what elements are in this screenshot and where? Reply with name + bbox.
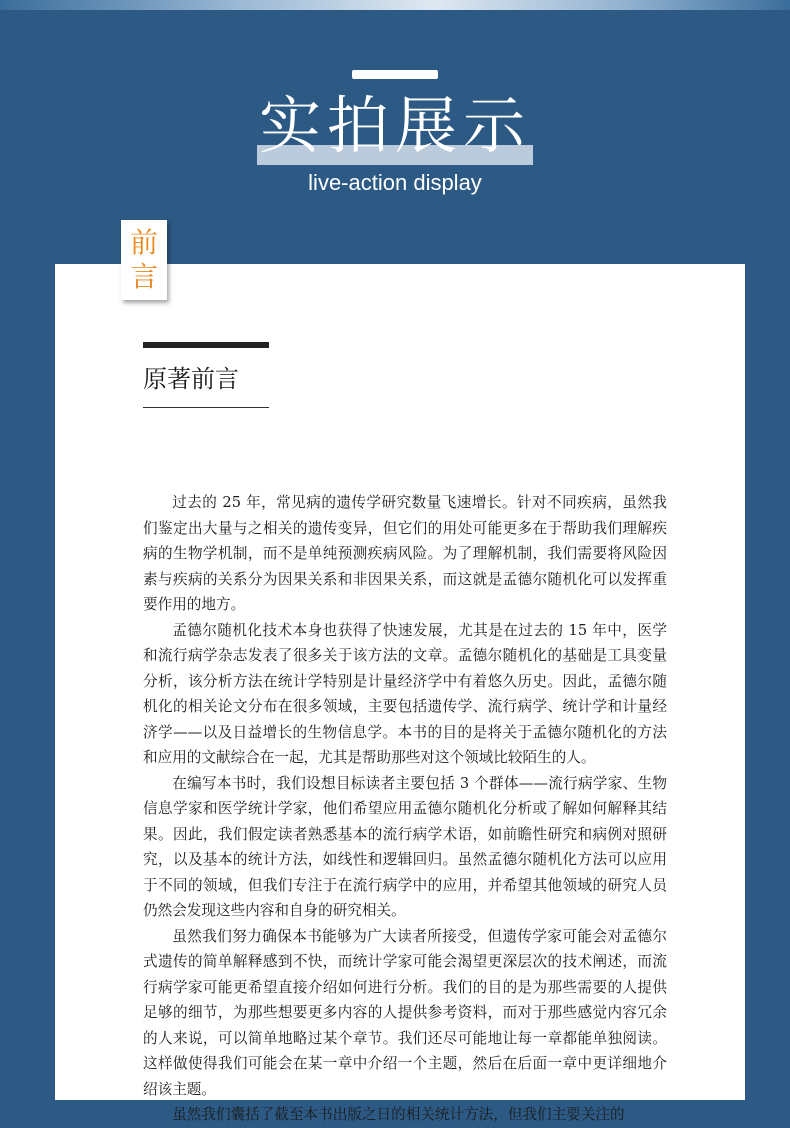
page-title: 实拍展示 bbox=[258, 89, 531, 162]
preface-tab bbox=[121, 220, 167, 300]
top-banner-strip bbox=[0, 0, 790, 10]
header-accent-bar bbox=[352, 70, 438, 79]
section-rule-top bbox=[143, 342, 269, 348]
paragraph: 过去的 25 年，常见病的遗传学研究数量飞速增长。针对不同疾病，虽然我们鉴定出大量与之相关的遗传变异，但它们的用处可能更多在于帮助我们理解疾病的生物学机制，而不是单纯预测疾病风险。为了理解机制，我们需要将风险因素与疾病的关系分为因果关系和非因果关系，而这就是孟德尔随机化可以发挥重要作用的地方。 bbox=[143, 494, 667, 613]
preface-tab-char: 前 bbox=[129, 226, 158, 259]
paragraph: 在编写本书时，我们设想目标读者主要包括 3 个群体——流行病学家、生物信息学家和医学统计学家，他们希望应用孟德尔随机化分析或了解如何解释其结果。因此，我们假定读者熟悉基本的流行病学术语，如前瞻性研究和病例对照研究，以及基本的统计方法，如线性和逻辑回归。虽然孟德尔随机化方法可以应用于不同的领域，但我们专注于在流行病学中的应用，并希望其他领域的研究人员仍然会发现这些内容和自身的研究相关。 bbox=[143, 774, 667, 919]
section-rule-bottom bbox=[143, 407, 269, 408]
paragraph: 虽然我们努力确保本书能够为广大读者所接受，但遗传学家可能会对孟德尔式遗传的简单解释感到不快，而统计学家可能会渴望更深层次的技术阐述，而流行病学家可能更希望直接介绍如何进行分析。我们的目的是为那些需要的人提供足够的细节，为那些想要更多内容的人提供参考资料，而对于那些感觉内容冗余的人来说，可以简单地略过某个章节。我们还尽可能地让每一章都能单独阅读。这样做使得我们可能会在某一章中介绍一个主题，然后在后面一章中更详细地介绍该主题。 bbox=[143, 927, 667, 1098]
paragraph: 孟德尔随机化技术本身也获得了快速发展，尤其是在过去的 15 年中，医学和流行病学杂志发表了很多关于该方法的文章。孟德尔随机化的基础是工具变量分析，该分析方法在统计学特别是计量经济学中有着悠久历史。因此，孟德尔随机化的相关论文分布在很多领域，主要包括遗传学、流行病学、统计学和计量经济学——以及日益增长的生物信息学。本书的目的是将关于孟德尔随机化的方法和应用的文献综合在一起，尤其是帮助那些对这个领域比较陌生的人。 bbox=[143, 621, 667, 766]
paragraph: 虽然我们囊括了截至本书出版之日的相关统计方法，但我们主要关注的 bbox=[172, 1106, 625, 1123]
body-text bbox=[143, 490, 667, 1128]
section-title: 原著前言 bbox=[143, 365, 239, 393]
preface-tab-char: 言 bbox=[129, 260, 158, 293]
page-subtitle: live-action display bbox=[308, 170, 482, 195]
